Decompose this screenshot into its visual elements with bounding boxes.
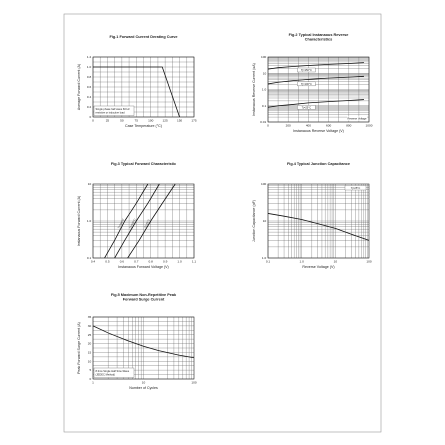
y-tick-label: 1.0 xyxy=(261,87,267,92)
x-tick-label: 0.6 xyxy=(119,259,125,264)
x-axis-label: Instanaous Reverse Voltage (V) xyxy=(293,129,344,133)
y-tick-label: 0.8 xyxy=(86,75,92,80)
x-tick-label: 600 xyxy=(326,123,332,128)
grid xyxy=(268,184,369,258)
y-tick-label: 0.4 xyxy=(86,95,92,100)
x-tick-label: 400 xyxy=(305,123,311,128)
x-tick-label: 100 xyxy=(366,259,372,264)
series-label: Tj=25°C xyxy=(301,106,312,110)
y-tick-label: 25 xyxy=(87,332,92,337)
x-tick-label: 0.8 xyxy=(148,259,153,264)
y-tick-label: 5 xyxy=(89,368,92,373)
x-tick-label: 125 xyxy=(162,118,168,123)
note-text: Single phase half wave 60 Hz xyxy=(95,107,130,111)
x-tick-label: 800 xyxy=(346,123,352,128)
x-axis-label: Reverse Voltage (V) xyxy=(302,265,335,269)
y-tick-label: 35 xyxy=(87,315,92,320)
y-tick-label: 30 xyxy=(87,323,92,328)
x-tick-label: 175 xyxy=(191,118,197,123)
x-tick-label: 1.0 xyxy=(299,259,304,264)
y-tick-label: 10 xyxy=(262,71,267,76)
note-text: resistive or inductive load xyxy=(95,111,125,115)
y-tick-label: 1.0 xyxy=(261,256,267,261)
x-tick-label: 100 xyxy=(148,118,154,123)
x-tick-label: 0 xyxy=(92,118,94,123)
y-tick-label: 1.0 xyxy=(86,219,92,224)
x-tick-label: 0.5 xyxy=(105,259,110,264)
chart-title: Fig.2 Typical Instanaous Reverse xyxy=(288,33,349,37)
series-label: Tj=150°C xyxy=(300,68,312,72)
y-axis-label: Instanaous Reverse Current (uA) xyxy=(252,63,256,116)
y-tick-label: 100 xyxy=(261,182,267,187)
chart-title: Fig.4 Typical Junction Capacitance xyxy=(286,162,351,166)
chart-title: Characteristics xyxy=(304,37,333,42)
y-axis-label: Average Forward Current (A) xyxy=(77,63,81,111)
x-tick-label: 100 xyxy=(191,380,197,385)
x-axis-label: Instanaous Forward Voltage (V) xyxy=(118,265,169,269)
series-label: Tj=100°C xyxy=(300,82,312,86)
y-tick-label: 10 xyxy=(262,219,267,224)
x-tick-label: 0.4 xyxy=(90,259,96,264)
legend-label: Tj=25°C xyxy=(350,187,361,190)
grid xyxy=(93,184,194,258)
y-tick-label: 0.1 xyxy=(86,256,92,261)
chart-title: Forward Surge Current xyxy=(122,297,165,302)
y-tick-label: 10 xyxy=(87,182,92,187)
y-tick-label: 1.2 xyxy=(86,55,92,60)
x-tick-label: 0.7 xyxy=(134,259,139,264)
x-tick-label: 10 xyxy=(141,380,146,385)
x-tick-label: 0.9 xyxy=(162,259,168,264)
y-tick-label: 0.2 xyxy=(86,105,92,110)
corner-note: Reverse Voltage xyxy=(347,117,367,121)
y-tick-label: 0 xyxy=(89,115,92,120)
x-tick-label: 0 xyxy=(267,123,269,128)
x-tick-label: 10 xyxy=(333,259,338,264)
y-tick-label: 20 xyxy=(87,341,92,346)
y-tick-label: 1.0 xyxy=(86,65,92,70)
x-tick-label: 1.0 xyxy=(177,259,182,264)
y-tick-label: 10 xyxy=(87,359,92,364)
x-tick-label: 25 xyxy=(105,118,110,123)
y-tick-label: 100 xyxy=(261,55,267,60)
y-axis-label: Peak Forward Surge Current (A) xyxy=(77,322,81,374)
x-tick-label: 150 xyxy=(176,118,183,123)
note-text: (JEDEC Method) xyxy=(95,373,116,377)
series-label: Tj=25°C xyxy=(143,218,151,229)
chart-title: Fig.5 Maximum Non-Repetitive Peak xyxy=(110,293,177,297)
chart-title: Fig.3 Typical Forward Characteristic xyxy=(110,162,177,166)
note-text: 8.3ms Single Half Sine-Wave xyxy=(95,369,130,373)
x-tick-label: 50 xyxy=(120,118,124,123)
x-axis-label: Number of Cycles xyxy=(129,386,158,390)
x-tick-label: 75 xyxy=(134,118,139,123)
x-tick-label: 1 xyxy=(92,380,94,385)
x-tick-label: 1.1 xyxy=(191,259,197,264)
y-tick-label: 0 xyxy=(89,377,92,382)
y-axis-label: Instanaous Forward Current (A) xyxy=(77,195,81,247)
y-axis-label: Junction Capacitance (pF) xyxy=(252,200,256,242)
x-tick-label: 1000 xyxy=(365,123,373,128)
series-label: Tj=150°C xyxy=(117,218,126,230)
y-tick-label: 0.1 xyxy=(261,103,267,108)
x-tick-label: 200 xyxy=(285,123,291,128)
y-tick-label: 0.01 xyxy=(260,120,267,125)
y-tick-label: 0.6 xyxy=(86,85,92,90)
x-axis-label: Case Temperature (°C) xyxy=(125,124,162,128)
chart-title: Fig.1 Forward Current Derating Curve xyxy=(109,35,178,39)
series-label: Tj=100°C xyxy=(128,218,137,230)
x-tick-label: 0.1 xyxy=(265,259,271,264)
y-tick-label: 15 xyxy=(87,350,92,355)
